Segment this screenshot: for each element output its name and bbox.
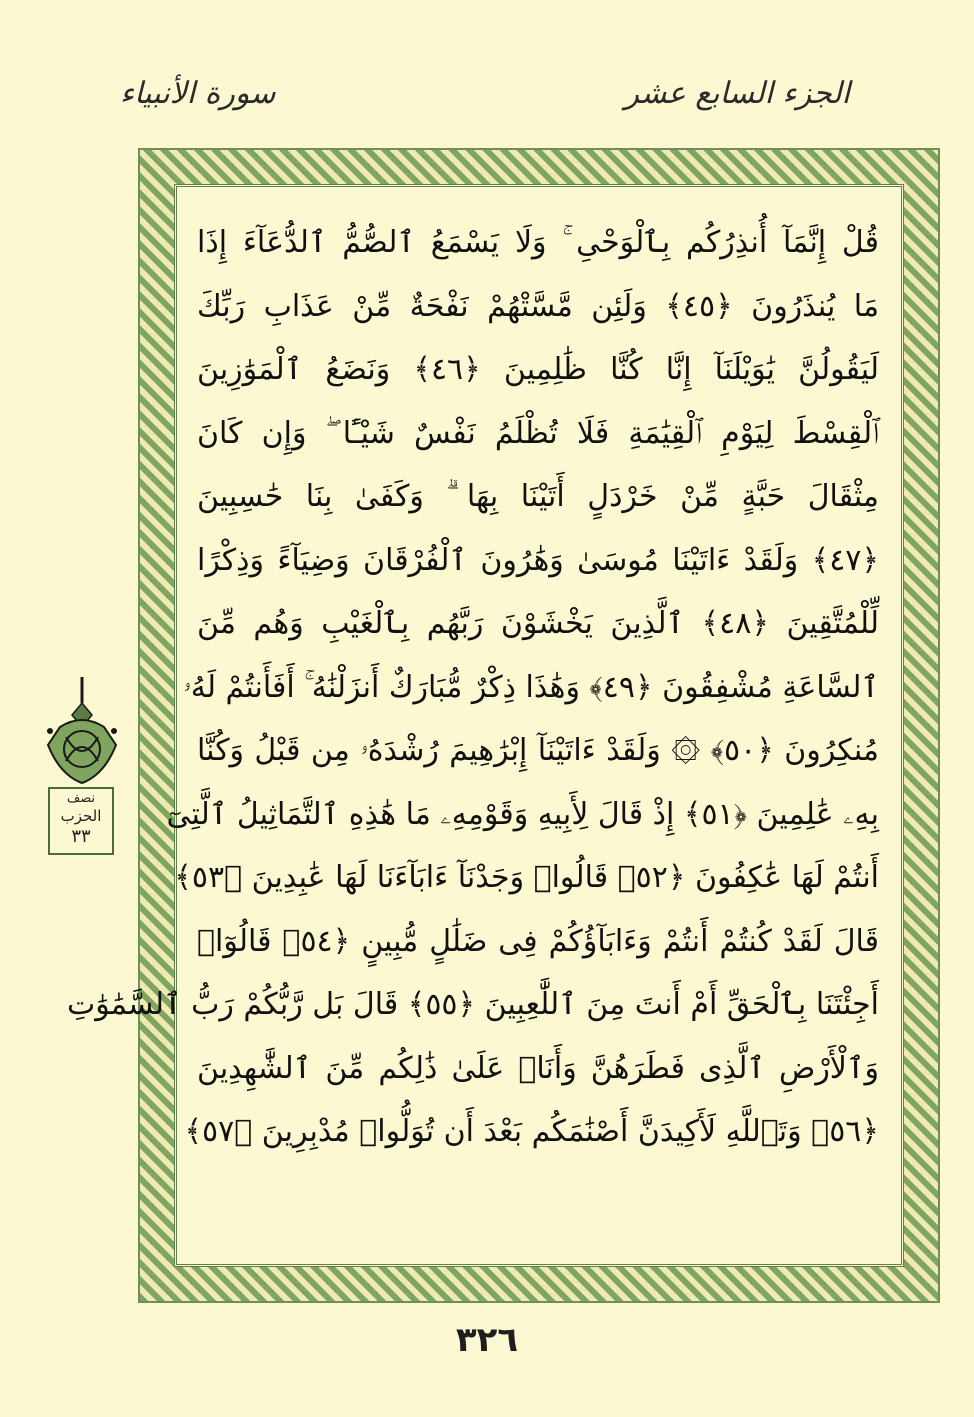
surah-title: سورة الأنبياء: [120, 76, 276, 111]
text-line: قُلْ إِنَّمَآ أُنذِرُكُم بِٱلْوَحْىِ ۚ وَلَا يَسْمَعُ ٱلصُّمُّ ٱلدُّعَآءَ إِذَا: [197, 225, 879, 260]
page-header: [120, 70, 850, 120]
text-line: مُنكِرُونَ ﴿٥٠﴾ ۞ وَلَقَدْ ءَاتَيْنَآ إِبْرَٰهِيمَ رُشْدَهُۥ مِن قَبْلُ وَكُنَّا: [197, 733, 879, 768]
page-number: ٣٢٦: [455, 1320, 519, 1360]
text-line: أَنتُمْ لَهَا عَٰكِفُونَ ﴿٥٢﴾ قَالُوا۟ وَجَدْنَآ ءَابَآءَنَا لَهَا عَٰبِدِينَ ﴿٥٣﴾: [174, 860, 879, 895]
text-line: لِّلْمُتَّقِينَ ﴿٤٨﴾ ٱلَّذِينَ يَخْشَوْنَ رَبَّهُم بِٱلْغَيْبِ وَهُم مِّنَ: [197, 606, 879, 641]
text-line: ٱلْقِسْطَ لِيَوْمِ ٱلْقِيَٰمَةِ فَلَا تُظْلَمُ نَفْسٌ شَيْـًٔا ۖ وَإِن كَانَ: [197, 415, 879, 451]
text-line: ﴿٤٧﴾ وَلَقَدْ ءَاتَيْنَا مُوسَىٰ وَهَٰرُونَ ٱلْفُرْقَانَ وَضِيَآءً وَذِكْرًا: [197, 542, 879, 578]
text-line: أَجِئْتَنَا بِٱلْحَقِّ أَمْ أَنتَ مِنَ ٱللَّٰعِبِينَ ﴿٥٥﴾ قَالَ بَل رَّبُّكُمْ رَبُّ ٱلسَّمَٰوَٰتِ: [67, 987, 879, 1022]
juz-title: الجزء السابع عشر: [624, 76, 850, 111]
text-line: لَيَقُولُنَّ يَٰوَيْلَنَآ إِنَّا كُنَّا ظَٰلِمِينَ ﴿٤٦﴾ وَنَضَعُ ٱلْمَوَٰزِينَ: [197, 352, 879, 387]
text-line: قَالَ لَقَدْ كُنتُمْ أَنتُمْ وَءَابَآؤُكُمْ فِى ضَلَٰلٍ مُّبِينٍ ﴿٥٤﴾ قَالُوٓا۟: [197, 923, 880, 959]
hizb-marker: [38, 675, 126, 860]
text-line: مِثْقَالَ حَبَّةٍ مِّنْ خَرْدَلٍ أَتَيْنَا بِهَا ۗ وَكَفَىٰ بِنَا حَٰسِبِينَ: [197, 479, 879, 514]
hizb-ornament-icon: [38, 675, 126, 790]
hizb-label: الحزب: [60, 807, 102, 825]
text-line: ﴿٥٦﴾ وَتَٱللَّهِ لَأَكِيدَنَّ أَصْنَٰمَكُم بَعْدَ أَن تُوَلُّوا۟ مُدْبِرِينَ ﴿٥٧﴾: [184, 1114, 879, 1149]
hizb-label-box: [48, 787, 114, 855]
hizb-number: ٣٣: [71, 826, 91, 847]
text-line: ٱلسَّاعَةِ مُشْفِقُونَ ﴿٤٩﴾ وَهَٰذَا ذِكْرٌ مُّبَارَكٌ أَنزَلْنَٰهُ ۚ أَفَأَنتُمْ لَهُۥ: [183, 669, 879, 705]
text-line: مَا يُنذَرُونَ ﴿٤٥﴾ وَلَئِن مَّسَّتْهُمْ نَفْحَةٌ مِّنْ عَذَابِ رَبِّكَ: [197, 288, 880, 324]
hizb-half-label: نصف: [66, 791, 96, 806]
text-line: وَٱلْأَرْضِ ٱلَّذِى فَطَرَهُنَّ وَأَنَا۠ عَلَىٰ ذَٰلِكُم مِّنَ ٱلشَّٰهِدِينَ: [197, 1050, 879, 1086]
text-line: بِهِۦ عَٰلِمِينَ ﴿٥١﴾ إِذْ قَالَ لِأَبِيهِ وَقَوْمِهِۦ مَا هَٰذِهِ ٱلتَّمَاثِيلُ ٱلَّتِىٓ: [166, 796, 879, 832]
